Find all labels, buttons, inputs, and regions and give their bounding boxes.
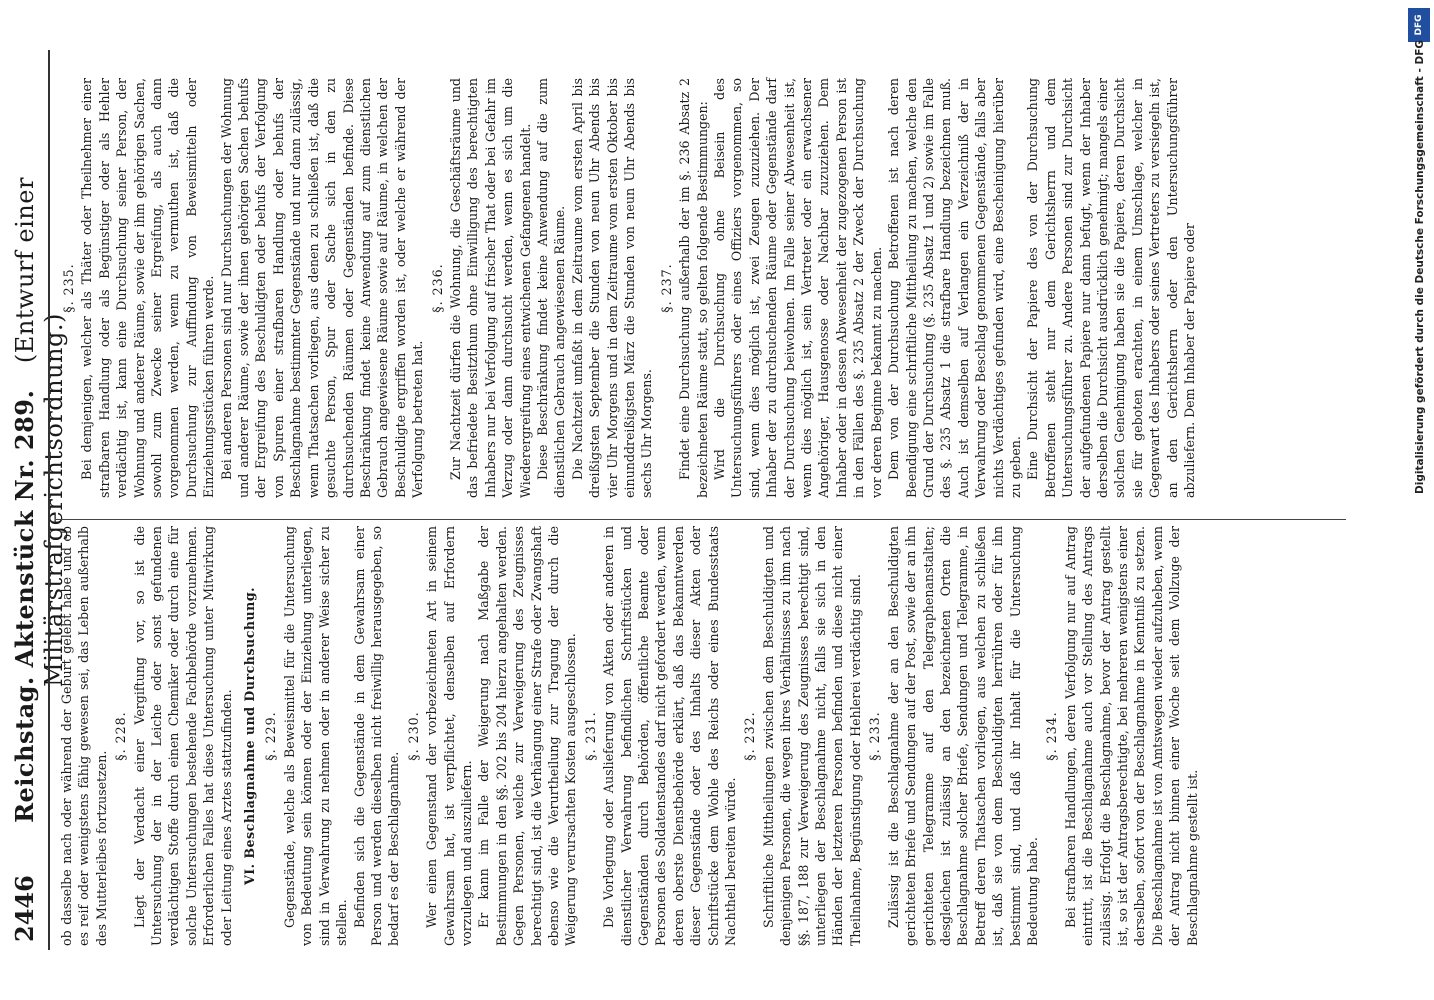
paragraph: Wird die Durchsuchung ohne Beisein des Untersuchungsführers oder eines Offiziers vorgenommen, so sind, wenn dies möglich ist, zwei Zeugen zuzuziehen. Der Inhaber der zu durchsuchenden Räume oder Gegenstände darf der Durchsuchung beiwohnen. Im Falle seiner Abwesenheit ist, wenn dies möglich ist, sein Vertreter oder ein erwachsener Angehöriger, Hausgenosse oder Nachbar zuzuziehen. Dem Inhaber oder in dessen Abwesenheit der zugezogenen Person ist in den Fällen des §. 235 Absatz 2 der Zweck der Durchsuchung vor deren Beginne bekannt zu machen. [712, 78, 884, 498]
right-column [58, 78, 1198, 498]
section-number: §. 228. [113, 711, 129, 761]
paragraph: Bei demjenigen, welcher als Thäter oder Theilnehmer einer strafbaren Handlung oder als Begünstiger oder als Hehler verdächtig ist, kann eine Durchsuchung seiner Person, der Wohnung und anderer Räume, sowie der ihm gehörigen Sachen, sowohl zum Zwecke seiner Ergreifung, als auch dann vorgenommen werden, wenn zu vermuthen ist, daß die Durchsuchung zur Auffindung von Beweismitteln oder Einziehungsstücken führen werde. [79, 78, 217, 498]
paragraph: Wer einen Gegenstand der vorbezeichneten Art in seinem Gewahrsam hat, ist verpflichtet, denselben auf Erfordern vorzulegen und auszuliefern. [424, 526, 474, 946]
paragraph: Liegt der Verdacht einer Vergiftung vor, so ist die Untersuchung der in der Leiche oder sonst gefundenen verdächtigen Stoffe durch einen Chemiker oder durch eine für solche Untersuchungen bestehende Fachbehörde vorzunehmen. Erforderlichen Falles hat diese Untersuchung unter Mitwirkung oder Leitung eines Arztes stattzufinden. [131, 526, 234, 946]
dfg-logo [1408, 8, 1430, 42]
paragraph: Diese Beschränkung findet keine Anwendung auf die zum dienstlichen Gebrauch angewiesenen Räume. [534, 78, 568, 498]
paragraph: Die Vorlegung oder Auslieferung von Akten oder anderen in dienstlicher Verwahrung befindlichen Schriftstücken und Gegenständen durch Behörden, öffentliche Beamte oder Personen des Soldatenstandes darf nicht gefordert werden, wenn deren oberste Dienstbehörde erklärt, daß das Bekanntwerden dieser Gegenstände oder des Inhalts dieser Akten oder Schriftstücke dem Wohle des Reichs oder eines Bundesstaats Nachtheil bereiten würde. [601, 526, 739, 946]
section-title: VI. Beschlagnahme und Durchsuchung. [242, 586, 258, 886]
section-number: §. 233. [867, 711, 883, 761]
header-title: Reichstag. Aktenstück Nr. 289. [10, 389, 39, 823]
paragraph: Zur Nachtzeit dürfen die Wohnung, die Geschäftsräume und das befriedete Besitzthum ohne Einwilligung des berechtigten Inhabers nur bei Verfolgung auf frischer That oder bei Gefahr im Verzug oder dann durchsucht werden, wenn es sich um die Wiederergreifung eines entwichenen Gefangenen handelt. [447, 78, 533, 498]
dfg-sidebar [1402, 0, 1432, 1000]
paragraph: Schriftliche Mittheilungen zwischen dem Beschuldigten und denjenigen Personen, die wegen ihres Verhältnisses zu ihm nach §§. 187, 188 zur Verweigerung des Zeugnisses berechtigt sind, unterliegen der Beschlagnahme nicht, falls sie sich in den Händen der letzteren Personen befinden und diese nicht einer Theilnahme, Begünstigung oder Hehlerei verdächtig sind. [760, 526, 863, 946]
section-number: §. 232. [742, 711, 758, 761]
paragraph: Dem von der Durchsuchung Betroffenen ist nach deren Beendigung eine schriftliche Mittheilung zu machen, welche den Grund der Durchsuchung (§. 235 Absatz 1 und 2) sowie im Falle des §. 235 Absatz 1 die strafbare Handlung bezeichnen muß. Auch ist demselben auf Verlangen ein Verzeichniß der in Verwahrung oder Beschlag genommenen Gegenstände, falls aber nichts Verdächtiges gefunden wird, eine Bescheinigung hierüber zu geben. [886, 78, 1023, 498]
section-number: §. 235. [61, 263, 76, 313]
paragraph: ob dasselbe nach oder während der Geburt gelebt habe und ob es reif oder wenigstens fähig gewesen sei, das Leben außerhalb des Mutterleibes fortzusetzen. [59, 526, 109, 946]
dfg-logo-text: DFG [1414, 14, 1424, 36]
page-header [0, 40, 68, 960]
section-number: §. 229. [263, 711, 279, 761]
digitization-credit: Digitalisierung gefördert durch die Deutsche Forschungsgemeinschaft - DFG [1414, 40, 1426, 494]
paragraph: Findet eine Durchsuchung außerhalb der im §. 236 Absatz 2 bezeichneten Räume statt, so gelten folgende Bestimmungen: [677, 78, 710, 498]
rotated-page [0, 40, 1360, 960]
section-number: §. 236. [429, 263, 445, 313]
paragraph: Zulässig ist die Beschlagnahme der an den Beschuldigten gerichteten Briefe und Sendungen auf der Post, sowie der an ihn gerichteten Telegramme auf den Telegraphenanstalten; desgleichen ist zulässig an den bezeichneten Orten die Beschlagnahme solcher Briefe, Sendungen und Telegramme, in Betreff deren Thatsachen vorliegen, aus welchen zu schließen ist, daß sie von dem Beschuldigten herrühren oder für ihn bestimmt sind, und daß ihr Inhalt für die Untersuchung Bedeutung habe. [885, 526, 1040, 946]
paragraph: Er kann im Falle der Weigerung nach Maßgabe der Bestimmungen in den §§. 202 bis 204 hierzu angehalten werden. Gegen Personen, welche zur Verweigerung des Zeugnisses berechtigt sind, ist die Verhängung einer Strafe oder Zwangshaft ebenso wie die Verurtheilung zur Tragung der durch die Weigerung verursachten Kosten ausgeschlossen. [476, 526, 579, 946]
paragraph: Bei strafbaren Handlungen, deren Verfolgung nur auf Antrag eintritt, ist die Beschlagnahme auch vor Stellung des Antrags zulässig. Erfolgt die Beschlagnahme, bevor der Antrag gestellt ist, so ist der Antragsberechtigte, bei mehreren wenigstens einer derselben, sofort von der Beschlagnahme in Kenntniß zu setzen. Die Beschlagnahme ist von Amtswegen wieder aufzuheben, wenn der Antrag nicht binnen einer Woche seit dem Vollzuge der Beschlagnahme gestellt ist. [1062, 526, 1200, 946]
section-number: §. 231. [582, 711, 598, 761]
section-number: §. 230. [405, 711, 421, 761]
section-number: §. 237. [658, 263, 674, 313]
section-number: §. 234. [1044, 711, 1060, 761]
header-subtitle: (Entwurf einer Militärstrafgerichtsordnung.) [11, 177, 68, 687]
left-column [58, 526, 1201, 946]
paragraph: Befinden sich die Gegenstände in dem Gewahrsam einer Person und werden dieselben nicht freiwillig herausgegeben, so bedarf es der Beschlagnahme. [351, 526, 402, 946]
paragraph: Bei anderen Personen sind nur Durchsuchungen der Wohnung und anderer Räume, sowie der ihnen gehörigen Sachen behufs der Ergreifung des Beschuldigten oder behufs der Verfolgung von Spuren einer strafbaren Handlung oder behufs der Beschlagnahme bestimmter Gegenstände und nur dann zulässig, wenn Thatsachen vorliegen, aus denen zu schließen ist, daß die gesuchte Person, Spur oder Sache sich in den zu durchsuchenden Räumen oder Gegenständen befinde. Diese Beschränkung findet keine Anwendung auf zum dienstlichen Gebrauch angewiesene Räume sowie auf Räume, in welchen der Beschuldigte ergriffen worden ist, oder welche er während der Verfolgung betreten hat. [218, 78, 426, 498]
page-number: 2446 [10, 875, 39, 942]
header-rule [48, 50, 50, 950]
paragraph: Gegenstände, welche als Beweismittel für die Untersuchung von Bedeutung sein können oder der Einziehung unterliegen, sind in Verwahrung zu nehmen oder in anderer Weise sicher zu stellen. [281, 526, 350, 946]
column-separator [56, 519, 1346, 520]
paragraph: Die Nachtzeit umfaßt in dem Zeitraume vom ersten April bis dreißigsten September die Stunden von neun Uhr Abends bis vier Uhr Morgens und in dem Zeitraume vom ersten Oktober bis einunddreißigsten März die Stunden von neun Uhr Abends bis sechs Uhr Morgens. [569, 78, 655, 498]
paragraph: Eine Durchsicht der Papiere des von der Durchsuchung Betroffenen steht nur dem Gerichtsherrn und dem Untersuchungsführer zu. Andere Personen sind zur Durchsicht der aufgefundenen Papiere nur dann befugt, wenn der Inhaber derselben die Durchsicht ausdrücklich genehmigt; mangels einer solchen Genehmigung haben sie die Papiere, deren Durchsicht sie für geboten erachten, in einem Umschlage, welcher in Gegenwart des Inhabers oder seines Vertreters zu versiegeln ist, an den Gerichtsherrn oder den Untersuchungsführer abzuliefern. Dem Inhaber der Papiere oder [1025, 78, 1197, 498]
